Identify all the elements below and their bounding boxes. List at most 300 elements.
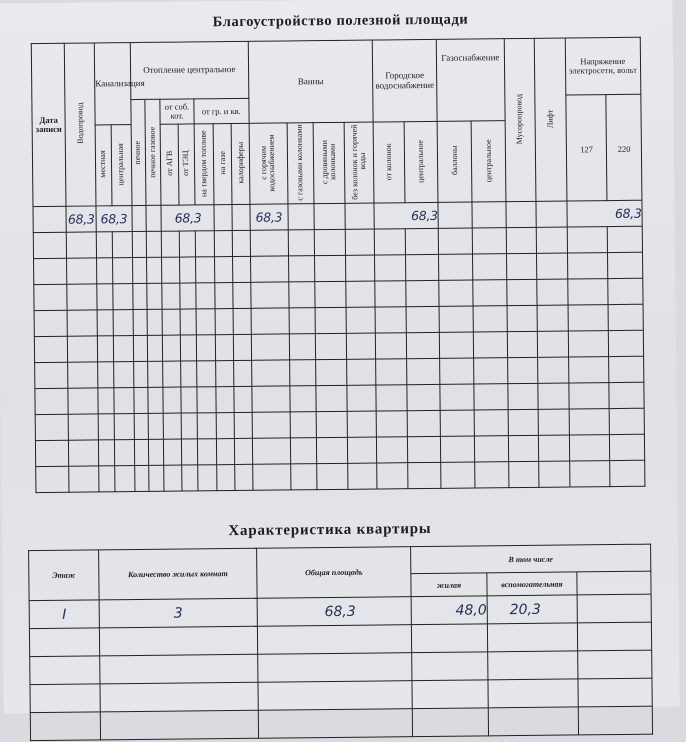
header-ot-kolonok: от колонок: [373, 122, 405, 203]
empty-cell: [374, 255, 405, 281]
empty-cell: [258, 681, 412, 711]
empty-cell: [608, 226, 643, 252]
empty-cell: [197, 439, 217, 465]
empty-cell: [405, 228, 438, 254]
empty-cell: [578, 706, 652, 735]
empty-cell: [475, 410, 508, 436]
empty-cell: [149, 465, 165, 491]
empty-cell: [440, 358, 475, 384]
empty-cell: [536, 227, 567, 253]
table-row: [30, 706, 652, 741]
empty-cell: [316, 411, 347, 437]
empty-cell: [146, 257, 162, 283]
empty-cell: [251, 282, 289, 308]
header-ot-gr-kv: от гр. и кв.: [193, 98, 249, 124]
empty-cell: [569, 460, 610, 486]
empty-cell: [164, 465, 182, 491]
empty-cell: [235, 438, 253, 464]
empty-cell: [163, 335, 181, 361]
empty-cell: [217, 412, 235, 438]
empty-cell: [181, 361, 197, 387]
empty-cell: [537, 331, 568, 357]
volt-127: 127: [565, 95, 607, 201]
empty-cell: [348, 437, 377, 463]
empty-cell: [29, 628, 99, 657]
empty-cell: [234, 360, 252, 386]
empty-cell: [578, 650, 652, 679]
empty-cell: [68, 336, 98, 362]
empty-cell: [30, 712, 100, 741]
empty-cell: [346, 333, 375, 359]
header-pechnoe-gazovoe: печное газовое: [148, 126, 158, 178]
empty-cell: [538, 435, 569, 461]
header-ot-tets: от ТЭЦ: [178, 124, 194, 205]
empty-cell: [182, 465, 198, 491]
empty-cell: [251, 308, 289, 334]
empty-cell: [233, 308, 251, 334]
empty-cell: [217, 464, 235, 490]
empty-cell: [488, 679, 578, 708]
empty-cell: [314, 229, 345, 255]
empty-cell: [439, 254, 474, 280]
empty-cell: [288, 256, 315, 282]
empty-cell: [289, 386, 316, 412]
empty-cell: [163, 387, 181, 413]
empty-cell: [315, 281, 346, 307]
empty-cell: [487, 623, 577, 652]
empty-cell: [69, 466, 99, 492]
empty-cell: [508, 383, 538, 409]
empty-cell: [609, 330, 644, 356]
empty-cell: [33, 232, 66, 258]
empty-cell: [253, 464, 291, 490]
empty-cell: [114, 413, 134, 439]
empty-cell: [179, 231, 195, 257]
empty-cell: [345, 229, 374, 255]
empty-cell: [215, 282, 233, 308]
empty-cell: [440, 384, 475, 410]
header-pechnoe: печное: [133, 140, 143, 165]
empty-cell: [506, 253, 536, 279]
empty-cell: [232, 230, 250, 256]
empty-cell: [133, 387, 148, 413]
empty-cell: [377, 463, 408, 489]
handwritten-vodoprovod: 68,3: [66, 206, 96, 232]
value-obshchaya: 68,3: [257, 597, 411, 627]
header-gorod-vodosnab: Городское водоснабжение: [372, 39, 437, 122]
empty-cell: [609, 304, 644, 330]
empty-cell: [376, 411, 407, 437]
header-vspomogatelnaya: вспомогательная: [487, 572, 577, 596]
empty-cell: [35, 362, 68, 388]
empty-cell: [508, 409, 538, 435]
empty-cell: [315, 255, 346, 281]
empty-cell: [36, 466, 69, 492]
empty-cell: [315, 307, 346, 333]
empty-cell: [288, 282, 315, 308]
empty-cell: [537, 357, 568, 383]
header-tsentralnoe-gaz: центральное: [472, 121, 506, 202]
empty-cell: [316, 333, 347, 359]
empty-cell: [147, 361, 163, 387]
header-zhilaya: жилая: [411, 573, 487, 597]
empty-cell: [147, 309, 163, 335]
volt-220: 220: [606, 94, 642, 200]
empty-cell: [99, 466, 115, 492]
empty-cell: [375, 281, 406, 307]
header-ot-agv: от АГВ: [161, 124, 180, 205]
empty-cell: [99, 440, 115, 466]
empty-cell: [132, 231, 147, 257]
header-obshchaya: Общая площадь: [257, 547, 412, 599]
empty-cell: [537, 383, 568, 409]
empty-cell: [132, 257, 147, 283]
empty-cell: [406, 332, 439, 358]
header-kolichestvo: Количество жилых комнат: [99, 548, 258, 600]
value-komnaty: 3: [99, 598, 257, 628]
empty-cell: [197, 465, 217, 491]
header-etazh: Этаж: [29, 550, 100, 601]
empty-cell: [195, 283, 215, 309]
empty-cell: [215, 230, 233, 256]
header-ot-sob-kot: от соб. кот.: [160, 99, 193, 124]
empty-cell: [196, 387, 216, 413]
empty-cell: [180, 309, 196, 335]
empty-cell: [609, 356, 644, 382]
empty-cell: [69, 440, 99, 466]
empty-cell: [412, 708, 488, 737]
value-etazh: I: [29, 600, 99, 629]
table-row: [36, 460, 645, 492]
empty-cell: [216, 308, 234, 334]
empty-cell: [608, 278, 643, 304]
empty-cell: [507, 331, 537, 357]
empty-cell: [567, 253, 608, 279]
empty-cell: [148, 387, 164, 413]
empty-cell: [568, 382, 609, 408]
empty-cell: [34, 258, 67, 284]
empty-cell: [162, 231, 180, 257]
empty-cell: [258, 653, 412, 683]
empty-cell: [290, 438, 317, 464]
empty-cell: [475, 436, 508, 462]
empty-cell: [536, 253, 567, 279]
header-s-goryachim: с горячим водоснабжением: [249, 123, 287, 204]
improvements-table: [31, 37, 646, 493]
header-tsentralnaya: центральная: [111, 125, 132, 206]
empty-cell: [569, 434, 610, 460]
empty-cell: [133, 361, 148, 387]
header-bez-kolonok: без колонок и горячей воды: [344, 122, 374, 203]
empty-cell: [252, 412, 290, 438]
empty-cell: [439, 280, 474, 306]
empty-cell: [538, 461, 569, 487]
empty-cell: [98, 388, 114, 414]
empty-cell: [164, 439, 182, 465]
empty-cell: [316, 359, 347, 385]
empty-cell: [473, 280, 506, 306]
empty-cell: [252, 438, 290, 464]
empty-cell: [182, 439, 198, 465]
empty-cell: [68, 388, 98, 414]
empty-cell: [290, 464, 317, 490]
empty-cell: [568, 356, 609, 382]
empty-cell: [234, 386, 252, 412]
empty-cell: [578, 678, 652, 707]
empty-cell: [407, 358, 440, 384]
empty-cell: [97, 310, 113, 336]
empty-cell: [474, 358, 507, 384]
empty-cell: [112, 231, 132, 257]
empty-cell: [258, 709, 412, 739]
empty-cell: [114, 439, 134, 465]
header-kaloriferi: калориферы: [231, 123, 250, 204]
empty-cell: [473, 228, 506, 254]
empty-cell: [577, 622, 651, 651]
empty-cell: [289, 308, 316, 334]
empty-cell: [317, 437, 348, 463]
empty-cell: [441, 462, 476, 488]
empty-cell: [537, 305, 568, 331]
handwritten-otoplenie: 68,3: [161, 205, 214, 232]
empty-cell: [233, 282, 251, 308]
header-s-drovyanymi: с дровяными колонками: [313, 122, 345, 203]
empty-cell: [147, 283, 163, 309]
empty-cell: [609, 382, 644, 408]
empty-cell: [475, 462, 508, 488]
empty-cell: [346, 255, 375, 281]
empty-cell: [508, 461, 538, 487]
empty-cell: [164, 413, 182, 439]
empty-cell: [376, 385, 407, 411]
empty-cell: [412, 652, 488, 681]
empty-cell: [507, 357, 537, 383]
empty-cell: [252, 386, 290, 412]
empty-cell: [536, 279, 567, 305]
empty-cell: [162, 283, 180, 309]
empty-cell: [97, 284, 113, 310]
empty-cell: [234, 412, 252, 438]
empty-cell: [215, 256, 233, 282]
handwritten-kanalizatsiya: 68,3: [96, 205, 132, 231]
characteristics-title: Характеристика квартиры: [228, 520, 432, 540]
empty-cell: [180, 283, 196, 309]
empty-cell: [473, 306, 506, 332]
empty-cell: [34, 284, 67, 310]
empty-cell: [316, 385, 347, 411]
header-pechnoe-group: [130, 99, 161, 205]
empty-cell: [567, 227, 608, 253]
empty-cell: [180, 257, 196, 283]
empty-cell: [113, 335, 133, 361]
header-na-tverdom: на твердом топливе: [194, 124, 215, 205]
empty-cell: [197, 413, 217, 439]
empty-cell: [97, 336, 113, 362]
empty-cell: [251, 334, 289, 360]
empty-cell: [99, 626, 257, 656]
empty-cell: [317, 463, 348, 489]
empty-cell: [406, 306, 439, 332]
handwritten-vanny: 68,3: [250, 204, 288, 230]
empty-cell: [440, 410, 475, 436]
value-zhilaya: 48,0: [411, 596, 487, 625]
empty-cell: [507, 305, 537, 331]
empty-cell: [568, 331, 609, 357]
empty-cell: [348, 463, 377, 489]
empty-cell: [608, 252, 643, 278]
empty-cell: [134, 413, 149, 439]
header-tsentralnoe-voda: центральное: [404, 121, 438, 202]
empty-cell: [100, 682, 258, 712]
empty-cell: [113, 309, 133, 335]
empty-cell: [441, 436, 476, 462]
empty-cell: [114, 465, 134, 491]
empty-cell: [610, 434, 645, 460]
empty-cell: [407, 436, 440, 462]
empty-cell: [250, 256, 288, 282]
empty-cell: [569, 408, 610, 434]
header-vodoprovod: Водопровод: [64, 43, 96, 206]
empty-cell: [407, 410, 440, 436]
empty-cell: [568, 305, 609, 331]
empty-cell: [34, 336, 67, 362]
empty-cell: [217, 438, 235, 464]
empty-cell: [113, 387, 133, 413]
empty-cell: [411, 624, 487, 653]
empty-cell: [133, 309, 148, 335]
empty-cell: [196, 335, 216, 361]
empty-cell: [506, 227, 536, 253]
empty-cell: [375, 307, 406, 333]
empty-cell: [405, 254, 438, 280]
empty-cell: [67, 310, 97, 336]
characteristics-table: [28, 544, 653, 742]
empty-cell: [610, 408, 645, 434]
empty-cell: [506, 279, 536, 305]
empty-cell: [474, 332, 507, 358]
empty-cell: [250, 230, 288, 256]
empty-cell: [438, 228, 473, 254]
empty-cell: [97, 258, 113, 284]
empty-cell: [252, 360, 290, 386]
empty-cell: [407, 384, 440, 410]
empty-cell: [35, 414, 68, 440]
empty-cell: [163, 361, 181, 387]
empty-cell: [488, 707, 578, 736]
empty-cell: [96, 232, 112, 258]
empty-cell: [196, 361, 216, 387]
empty-cell: [34, 310, 67, 336]
empty-cell: [100, 654, 258, 684]
empty-cell: [216, 386, 234, 412]
empty-cell: [113, 361, 133, 387]
empty-cell: [195, 257, 215, 283]
empty-cell: [473, 254, 506, 280]
improvements-title: Благоустройство полезной площади: [212, 11, 469, 31]
header-na-gaze: на газе: [214, 124, 233, 205]
empty-cell: [30, 684, 100, 713]
empty-cell: [376, 359, 407, 385]
empty-cell: [216, 334, 234, 360]
empty-cell: [412, 680, 488, 709]
header-musoroprovod: Мусоропровод: [504, 38, 536, 201]
empty-cell: [376, 437, 407, 463]
handwritten-volt: 68,3: [566, 200, 642, 227]
empty-cell: [35, 440, 68, 466]
header-mestnaya: местная: [95, 125, 111, 206]
empty-cell: [134, 439, 149, 465]
empty-cell: [98, 414, 114, 440]
header-date: Дата записи: [31, 43, 66, 206]
empty-cell: [406, 280, 439, 306]
empty-cell: [112, 283, 132, 309]
empty-cell: [100, 710, 258, 740]
header-napryazhenie: Напряжение электросети, вольт: [565, 37, 641, 95]
empty-cell: [146, 231, 162, 257]
empty-cell: [234, 334, 252, 360]
empty-cell: [67, 258, 97, 284]
empty-cell: [346, 307, 375, 333]
empty-cell: [66, 232, 96, 258]
empty-cell: [347, 411, 376, 437]
empty-cell: [347, 359, 376, 385]
empty-cell: [233, 256, 251, 282]
value-vspom: 20,3: [487, 595, 577, 624]
empty-cell: [195, 231, 215, 257]
empty-cell: [374, 229, 405, 255]
empty-cell: [132, 283, 147, 309]
empty-cell: [35, 388, 68, 414]
empty-cell: [567, 279, 608, 305]
header-kanalizatsiya: Канализация: [94, 43, 130, 125]
empty-cell: [148, 413, 164, 439]
empty-cell: [162, 257, 180, 283]
empty-cell: [408, 462, 441, 488]
empty-cell: [375, 333, 406, 359]
empty-cell: [67, 284, 97, 310]
empty-cell: [346, 281, 375, 307]
empty-cell: [508, 435, 538, 461]
empty-cell: [30, 656, 100, 685]
empty-cell: [289, 360, 316, 386]
header-otoplenie: Отопление центральное: [130, 41, 249, 99]
empty-cell: [288, 230, 315, 256]
header-v-tom-chisle: В том числе: [411, 544, 651, 574]
empty-cell: [290, 412, 317, 438]
empty-cell: [181, 413, 197, 439]
empty-cell: [162, 309, 180, 335]
empty-cell: [216, 360, 234, 386]
empty-cell: [257, 625, 411, 655]
header-gazosnab: Газоснабжение: [436, 39, 504, 122]
empty-cell: [488, 651, 578, 680]
empty-cell: [538, 409, 569, 435]
empty-cell: [112, 257, 132, 283]
header-lift: Лифт: [534, 38, 567, 201]
empty-cell: [474, 384, 507, 410]
empty-cell: [147, 335, 163, 361]
empty-cell: [181, 387, 197, 413]
header-s-gazovymi: с газовыми колонками: [287, 123, 314, 204]
empty-cell: [134, 465, 149, 491]
empty-cell: [148, 439, 164, 465]
empty-cell: [196, 309, 216, 335]
empty-cell: [347, 385, 376, 411]
empty-cell: [133, 335, 148, 361]
header-vanny: Ванны: [248, 40, 373, 123]
empty-cell: [180, 335, 196, 361]
empty-cell: [68, 362, 98, 388]
